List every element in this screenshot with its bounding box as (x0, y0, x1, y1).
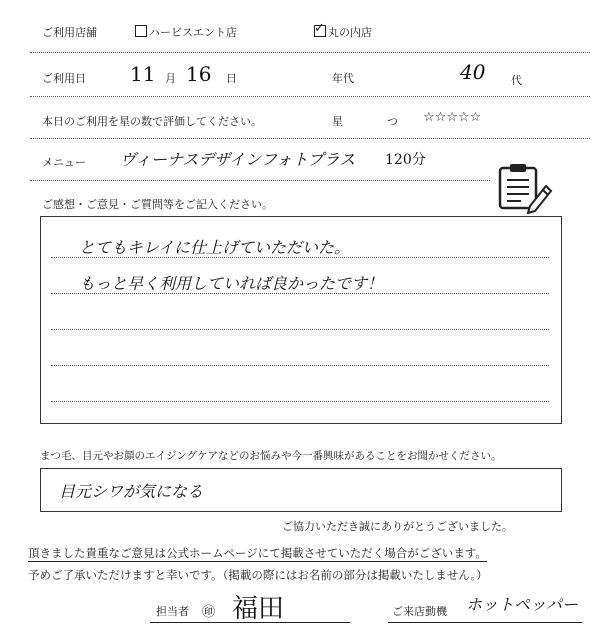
visit-date-label: ご利用日 (42, 72, 86, 85)
divider (30, 180, 490, 181)
feedback-line: もっと早く利用していれば良かったです！ (79, 274, 384, 293)
motive-underline (388, 622, 582, 623)
checkmark-icon: ✓ (314, 21, 325, 36)
visit-day-value: 16 (186, 62, 212, 86)
feedback-line: とてもキレイに仕上げていただいた。 (79, 238, 351, 257)
checkbox-icon (314, 21, 326, 37)
staff-name: 福田 (232, 594, 285, 624)
store-label: ご利用店舗 (42, 26, 97, 39)
concerns-answer: 目元シワが気になる (59, 482, 204, 501)
store-option-label: 丸の内店 (328, 26, 372, 39)
notice-line-2: 予めご了承いただけますと幸いです。（掲載の際にはお名前の部分は掲載いたしません。） (28, 568, 488, 582)
seal-mark: ㊞ (202, 605, 216, 620)
concerns-prompt: まつ毛、目元やお顔のエイジングケアなどのお悩みや今一番興味があることをお聞かせください。 (40, 450, 502, 462)
store-option-label: ハービスエント店 (149, 26, 237, 39)
divider (30, 52, 590, 53)
age-value: 40 (460, 60, 486, 84)
rating-stars[interactable]: ☆☆☆☆☆ (423, 110, 482, 125)
menu-duration: 120分 (385, 152, 426, 168)
visit-month-unit: 月 (165, 72, 176, 85)
visit-month-value: 11 (130, 62, 156, 86)
rating-prompt: 本日のご利用を星の数で評価してください。 (42, 115, 262, 128)
staff-underline (150, 622, 350, 623)
motive-label: ご来店動機 (392, 605, 447, 618)
rating-label: 星 (332, 115, 343, 128)
ruled-line (51, 401, 549, 402)
store-option-marunouchi[interactable] (314, 21, 372, 40)
age-unit: 代 (511, 74, 522, 87)
divider (30, 138, 590, 139)
thanks-text: ご協力いただき誠にありがとうございました。 (282, 520, 513, 533)
visit-day-unit: 日 (226, 72, 237, 85)
age-label: 年代 (332, 72, 354, 85)
menu-label: メニュー (42, 156, 86, 169)
notice-line-1: 頂きました貴重なご意見は公式ホームページにて掲載させていただく場合がございます。 (28, 546, 487, 560)
concerns-textarea[interactable] (40, 468, 562, 512)
clipboard-pencil-icon (496, 160, 554, 214)
feedback-textarea[interactable] (40, 216, 562, 424)
staff-label: 担当者 (156, 605, 189, 618)
store-option-herbis[interactable] (135, 24, 237, 40)
rating-unit: つ (387, 115, 398, 128)
menu-value: ヴィーナスデザインフォトプラス (120, 150, 356, 169)
motive-value: ホットペッパー (466, 595, 579, 614)
feedback-prompt: ご感想・ご意見・ご質問等をご記入ください。 (42, 198, 273, 211)
divider (30, 96, 590, 97)
ruled-line (51, 329, 549, 330)
checkbox-icon (135, 25, 147, 37)
ruled-line (51, 365, 549, 366)
